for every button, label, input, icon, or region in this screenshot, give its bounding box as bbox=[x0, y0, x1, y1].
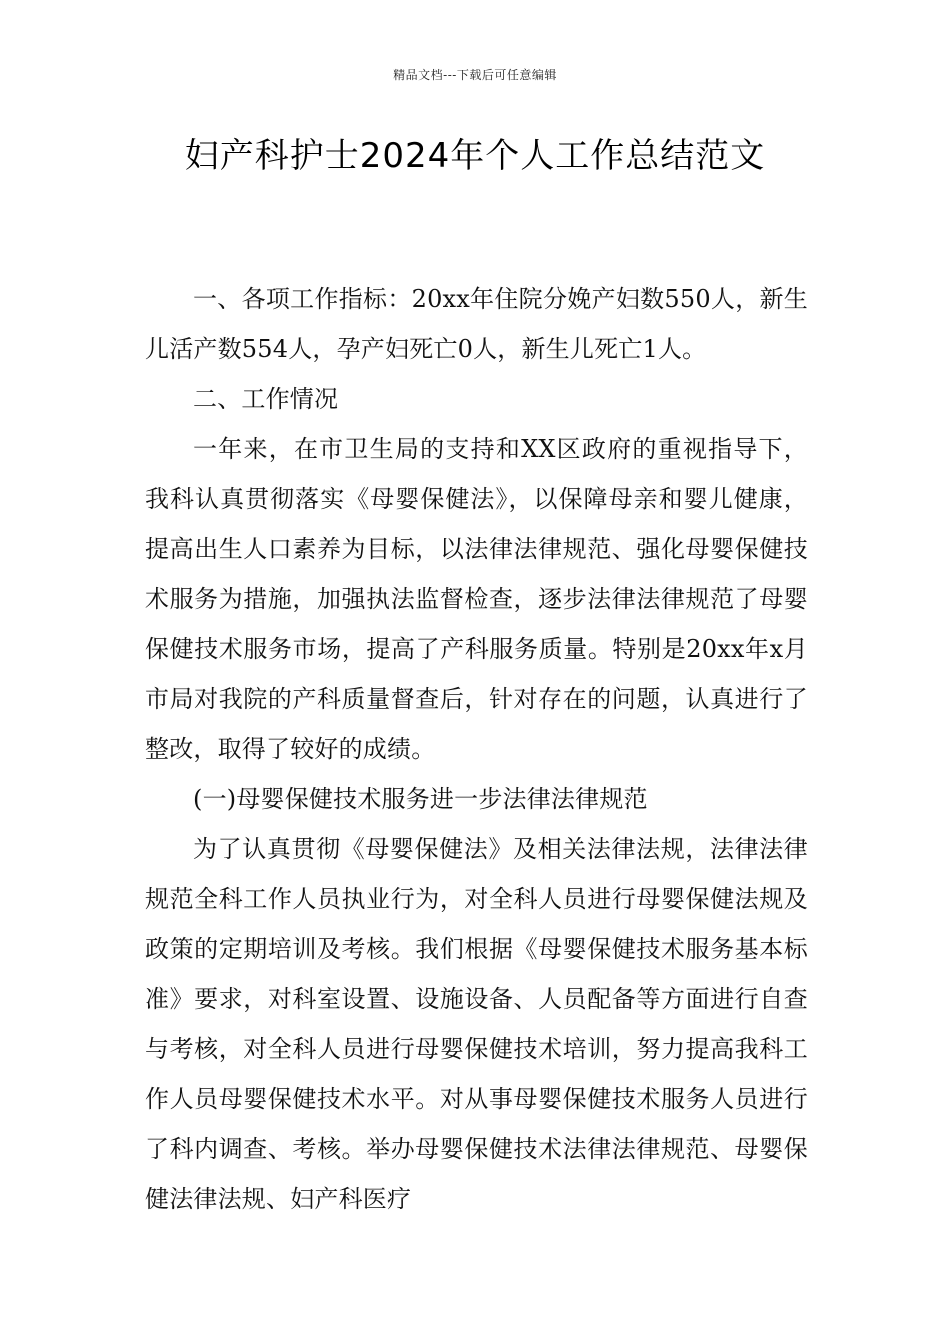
paragraph-work-status-heading: 二、工作情况 bbox=[193, 385, 339, 413]
paragraph-work-indicators: 一、各项工作指标：20xx年住院分娩产妇数550人，新生儿活产数554人，孕产妇死亡0人，新生儿死亡1人。 bbox=[145, 285, 808, 363]
paragraph-subheading-1: (一)母婴保健技术服务进一步法律法律规范 bbox=[193, 785, 648, 813]
paragraph-year-review: 一年来，在市卫生局的支持和XX区政府的重视指导下，我科认真贯彻落实《母婴保健法》，以保障母亲和婴儿健康，提高出生人口素养为目标，以法律法律规范、强化母婴保健技术服务为措施，加强执法监督检查，逐步法律法律规范了母婴保健技术服务市场，提高了产科服务质量。特别是20xx年x月市局对我院的产科质量督查后，针对存在的问题，认真进行了整改，取得了较好的成绩。 bbox=[145, 435, 808, 763]
document-body bbox=[145, 274, 808, 1224]
document-title: 妇产科护士2024年个人工作总结范文 bbox=[184, 136, 766, 176]
paragraph-training: 为了认真贯彻《母婴保健法》及相关法律法规，法律法律规范全科工作人员执业行为，对全科人员进行母婴保健法规及政策的定期培训及考核。我们根据《母婴保健技术服务基本标准》要求，对科室设置、设施设备、人员配备等方面进行自查与考核，对全科人员进行母婴保健技术培训，努力提高我科工作人员母婴保健技术水平。对从事母婴保健技术服务人员进行了科内调查、考核。举办母婴保健技术法律法律规范、母婴保健法律法规、妇产科医疗 bbox=[145, 835, 808, 1213]
header-note: 精品文档---下载后可任意编辑 bbox=[393, 68, 557, 82]
